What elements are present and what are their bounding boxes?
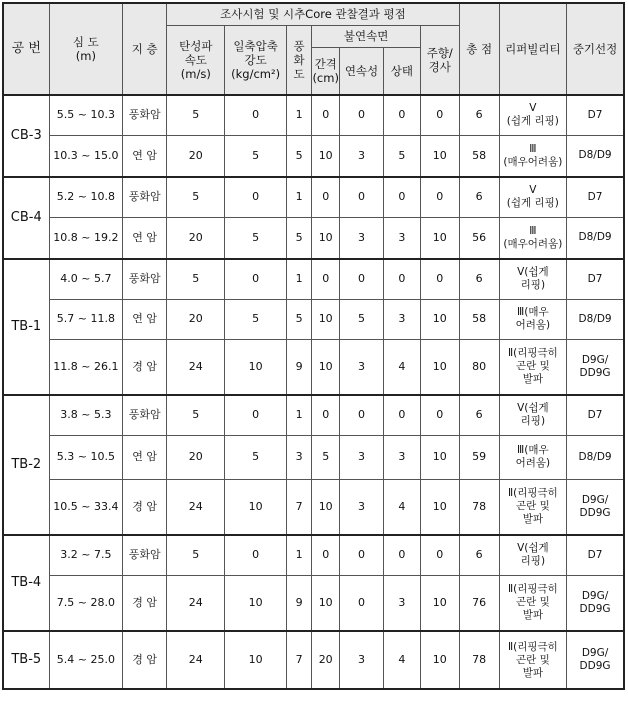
weathering-cell: 5 [286, 217, 312, 259]
table-row [3, 259, 624, 299]
equipment-cell: D8/D9 [567, 135, 624, 177]
equipment-cell: D8/D9 [567, 435, 624, 479]
spacing-cell: 10 [312, 339, 340, 395]
ucs-cell: 0 [225, 259, 286, 299]
table-row [3, 395, 624, 435]
table-row [3, 217, 624, 259]
ucs-cell: 5 [225, 135, 286, 177]
table-row [3, 435, 624, 479]
spacing-cell: 10 [312, 575, 340, 631]
total-cell: 59 [459, 435, 499, 479]
hole-id-cell: TB-1 [3, 259, 49, 395]
weathering-cell: 1 [286, 259, 312, 299]
total-cell: 58 [459, 299, 499, 339]
total-cell: 78 [459, 631, 499, 689]
layer-cell: 풍화암 [123, 535, 167, 575]
rippability-table-container [2, 2, 625, 690]
seismic-cell: 5 [167, 535, 225, 575]
depth-cell: 11.8 ~ 26.1 [49, 339, 123, 395]
hole-id-cell: CB-4 [3, 177, 49, 259]
table-row [3, 95, 624, 135]
ucs-cell: 10 [225, 575, 286, 631]
ucs-cell: 10 [225, 479, 286, 535]
weathering-cell: 1 [286, 535, 312, 575]
continuity-cell: 3 [340, 479, 384, 535]
rippability-cell: Ⅱ(리핑극히 곤란 및 발파 [499, 339, 567, 395]
weathering-cell: 5 [286, 299, 312, 339]
continuity-cell: 3 [340, 339, 384, 395]
table-row [3, 479, 624, 535]
table-row [3, 631, 624, 689]
depth-cell: 3.8 ~ 5.3 [49, 395, 123, 435]
spacing-cell: 0 [312, 395, 340, 435]
continuity-cell: 0 [340, 535, 384, 575]
total-cell: 6 [459, 95, 499, 135]
table-row [3, 339, 624, 395]
equipment-cell: D8/D9 [567, 299, 624, 339]
seismic-cell: 20 [167, 435, 225, 479]
rippability-cell: Ⅱ(리핑극히 곤란 및 발파 [499, 575, 567, 631]
hole-id-cell: CB-3 [3, 95, 49, 177]
continuity-cell: 3 [340, 135, 384, 177]
rippability-cell: Ⅴ(쉽게 리핑) [499, 259, 567, 299]
table-row [3, 177, 624, 217]
condition-cell: 4 [383, 479, 420, 535]
rippability-cell: Ⅴ (쉽게 리핑) [499, 177, 567, 217]
rippability-cell: Ⅴ (쉽게 리핑) [499, 95, 567, 135]
weathering-cell: 1 [286, 95, 312, 135]
rippability-cell: Ⅲ(매우 어려움) [499, 299, 567, 339]
layer-cell: 연 암 [123, 135, 167, 177]
condition-cell: 0 [383, 259, 420, 299]
continuity-cell: 3 [340, 631, 384, 689]
weathering-cell: 9 [286, 339, 312, 395]
table-row [3, 135, 624, 177]
condition-cell: 4 [383, 631, 420, 689]
seismic-cell: 24 [167, 575, 225, 631]
layer-cell: 연 암 [123, 435, 167, 479]
strike-dip-cell: 0 [420, 535, 459, 575]
spacing-cell: 0 [312, 95, 340, 135]
rippability-table [2, 2, 625, 690]
header-spacing: 간격 (cm) [312, 47, 340, 95]
depth-cell: 10.5 ~ 33.4 [49, 479, 123, 535]
header-condition: 상태 [383, 47, 420, 95]
seismic-cell: 5 [167, 259, 225, 299]
continuity-cell: 0 [340, 395, 384, 435]
total-cell: 56 [459, 217, 499, 259]
ucs-cell: 0 [225, 177, 286, 217]
ucs-cell: 10 [225, 631, 286, 689]
seismic-cell: 20 [167, 135, 225, 177]
header-seismic: 탄성파 속도 (m/s) [167, 25, 225, 95]
spacing-cell: 10 [312, 479, 340, 535]
header-depth [49, 3, 123, 95]
equipment-cell: D7 [567, 95, 624, 135]
total-cell: 6 [459, 395, 499, 435]
weathering-cell: 1 [286, 395, 312, 435]
depth-cell: 5.5 ~ 10.3 [49, 95, 123, 135]
header-layer: 지 층 [123, 3, 167, 95]
strike-dip-cell: 10 [420, 575, 459, 631]
strike-dip-cell: 10 [420, 435, 459, 479]
rippability-cell: Ⅴ(쉽게 리핑) [499, 535, 567, 575]
total-cell: 78 [459, 479, 499, 535]
continuity-cell: 0 [340, 177, 384, 217]
equipment-cell: D8/D9 [567, 217, 624, 259]
condition-cell: 0 [383, 177, 420, 217]
spacing-cell: 0 [312, 259, 340, 299]
header-weathering: 풍 화 도 [286, 25, 312, 95]
strike-dip-cell: 0 [420, 95, 459, 135]
depth-cell: 3.2 ~ 7.5 [49, 535, 123, 575]
strike-dip-cell: 10 [420, 217, 459, 259]
header-depth-label: 심 도 [72, 35, 99, 49]
condition-cell: 3 [383, 575, 420, 631]
ucs-cell: 0 [225, 395, 286, 435]
rippability-cell: Ⅱ(리핑극히 곤란 및 발파 [499, 479, 567, 535]
strike-dip-cell: 10 [420, 339, 459, 395]
total-cell: 76 [459, 575, 499, 631]
layer-cell: 경 암 [123, 575, 167, 631]
table-body [3, 95, 624, 689]
header-rippability: 리퍼빌리티 [499, 3, 567, 95]
condition-cell: 3 [383, 299, 420, 339]
condition-cell: 0 [383, 535, 420, 575]
layer-cell: 풍화암 [123, 95, 167, 135]
weathering-cell: 1 [286, 177, 312, 217]
header-discontinuity: 불연속면 [312, 25, 420, 47]
continuity-cell: 3 [340, 217, 384, 259]
layer-cell: 경 암 [123, 479, 167, 535]
depth-cell: 10.3 ~ 15.0 [49, 135, 123, 177]
layer-cell: 경 암 [123, 339, 167, 395]
ucs-cell: 5 [225, 435, 286, 479]
strike-dip-cell: 10 [420, 135, 459, 177]
hole-id-cell: TB-2 [3, 395, 49, 535]
depth-cell: 5.7 ~ 11.8 [49, 299, 123, 339]
seismic-cell: 24 [167, 339, 225, 395]
equipment-cell: D7 [567, 177, 624, 217]
seismic-cell: 24 [167, 479, 225, 535]
header-depth-unit: (m) [75, 49, 96, 63]
spacing-cell: 5 [312, 435, 340, 479]
spacing-cell: 10 [312, 217, 340, 259]
ucs-cell: 5 [225, 299, 286, 339]
weathering-cell: 5 [286, 135, 312, 177]
total-cell: 6 [459, 177, 499, 217]
layer-cell: 연 암 [123, 217, 167, 259]
strike-dip-cell: 10 [420, 299, 459, 339]
layer-cell: 경 암 [123, 631, 167, 689]
depth-cell: 5.4 ~ 25.0 [49, 631, 123, 689]
rippability-cell: Ⅲ(매우 어려움) [499, 435, 567, 479]
table-row [3, 299, 624, 339]
ucs-cell: 10 [225, 339, 286, 395]
ucs-cell: 0 [225, 535, 286, 575]
spacing-cell: 0 [312, 177, 340, 217]
layer-cell: 풍화암 [123, 177, 167, 217]
header-equipment: 중기선정 [567, 3, 624, 95]
equipment-cell: D7 [567, 535, 624, 575]
seismic-cell: 20 [167, 217, 225, 259]
condition-cell: 3 [383, 217, 420, 259]
header-group: 조사시험 및 시추Core 관찰결과 평점 [167, 3, 460, 25]
condition-cell: 0 [383, 395, 420, 435]
strike-dip-cell: 0 [420, 395, 459, 435]
rippability-cell: Ⅲ (매우어려움) [499, 135, 567, 177]
continuity-cell: 0 [340, 259, 384, 299]
strike-dip-cell: 10 [420, 631, 459, 689]
rippability-cell: Ⅴ(쉽게 리핑) [499, 395, 567, 435]
total-cell: 80 [459, 339, 499, 395]
continuity-cell: 0 [340, 575, 384, 631]
equipment-cell: D9G/ DD9G [567, 575, 624, 631]
table-row [3, 535, 624, 575]
equipment-cell: D7 [567, 395, 624, 435]
layer-cell: 풍화암 [123, 259, 167, 299]
header-hole: 공 번 [3, 3, 49, 95]
depth-cell: 7.5 ~ 28.0 [49, 575, 123, 631]
spacing-cell: 10 [312, 135, 340, 177]
depth-cell: 10.8 ~ 19.2 [49, 217, 123, 259]
rippability-cell: Ⅲ (매우어려움) [499, 217, 567, 259]
equipment-cell: D9G/ DD9G [567, 631, 624, 689]
strike-dip-cell: 0 [420, 259, 459, 299]
seismic-cell: 5 [167, 395, 225, 435]
condition-cell: 5 [383, 135, 420, 177]
equipment-cell: D7 [567, 259, 624, 299]
weathering-cell: 7 [286, 479, 312, 535]
seismic-cell: 20 [167, 299, 225, 339]
total-cell: 6 [459, 259, 499, 299]
depth-cell: 4.0 ~ 5.7 [49, 259, 123, 299]
spacing-cell: 20 [312, 631, 340, 689]
continuity-cell: 0 [340, 95, 384, 135]
equipment-cell: D9G/ DD9G [567, 339, 624, 395]
equipment-cell: D9G/ DD9G [567, 479, 624, 535]
table-header [3, 3, 624, 95]
continuity-cell: 3 [340, 435, 384, 479]
condition-cell: 4 [383, 339, 420, 395]
total-cell: 58 [459, 135, 499, 177]
ucs-cell: 0 [225, 95, 286, 135]
table-row [3, 575, 624, 631]
layer-cell: 풍화암 [123, 395, 167, 435]
depth-cell: 5.3 ~ 10.5 [49, 435, 123, 479]
header-ucs: 일축압축 강도 (kg/cm²) [225, 25, 286, 95]
weathering-cell: 9 [286, 575, 312, 631]
seismic-cell: 24 [167, 631, 225, 689]
spacing-cell: 0 [312, 535, 340, 575]
seismic-cell: 5 [167, 95, 225, 135]
seismic-cell: 5 [167, 177, 225, 217]
condition-cell: 3 [383, 435, 420, 479]
strike-dip-cell: 0 [420, 177, 459, 217]
spacing-cell: 10 [312, 299, 340, 339]
continuity-cell: 5 [340, 299, 384, 339]
rippability-cell: Ⅱ(리핑극히 곤란 및 발파 [499, 631, 567, 689]
strike-dip-cell: 10 [420, 479, 459, 535]
total-cell: 6 [459, 535, 499, 575]
depth-cell: 5.2 ~ 10.8 [49, 177, 123, 217]
layer-cell: 연 암 [123, 299, 167, 339]
hole-id-cell: TB-5 [3, 631, 49, 689]
header-continuity: 연속성 [340, 47, 384, 95]
hole-id-cell: TB-4 [3, 535, 49, 631]
ucs-cell: 5 [225, 217, 286, 259]
weathering-cell: 7 [286, 631, 312, 689]
weathering-cell: 3 [286, 435, 312, 479]
header-total: 총 점 [459, 3, 499, 95]
condition-cell: 0 [383, 95, 420, 135]
header-strike-dip: 주향/ 경사 [420, 25, 459, 95]
